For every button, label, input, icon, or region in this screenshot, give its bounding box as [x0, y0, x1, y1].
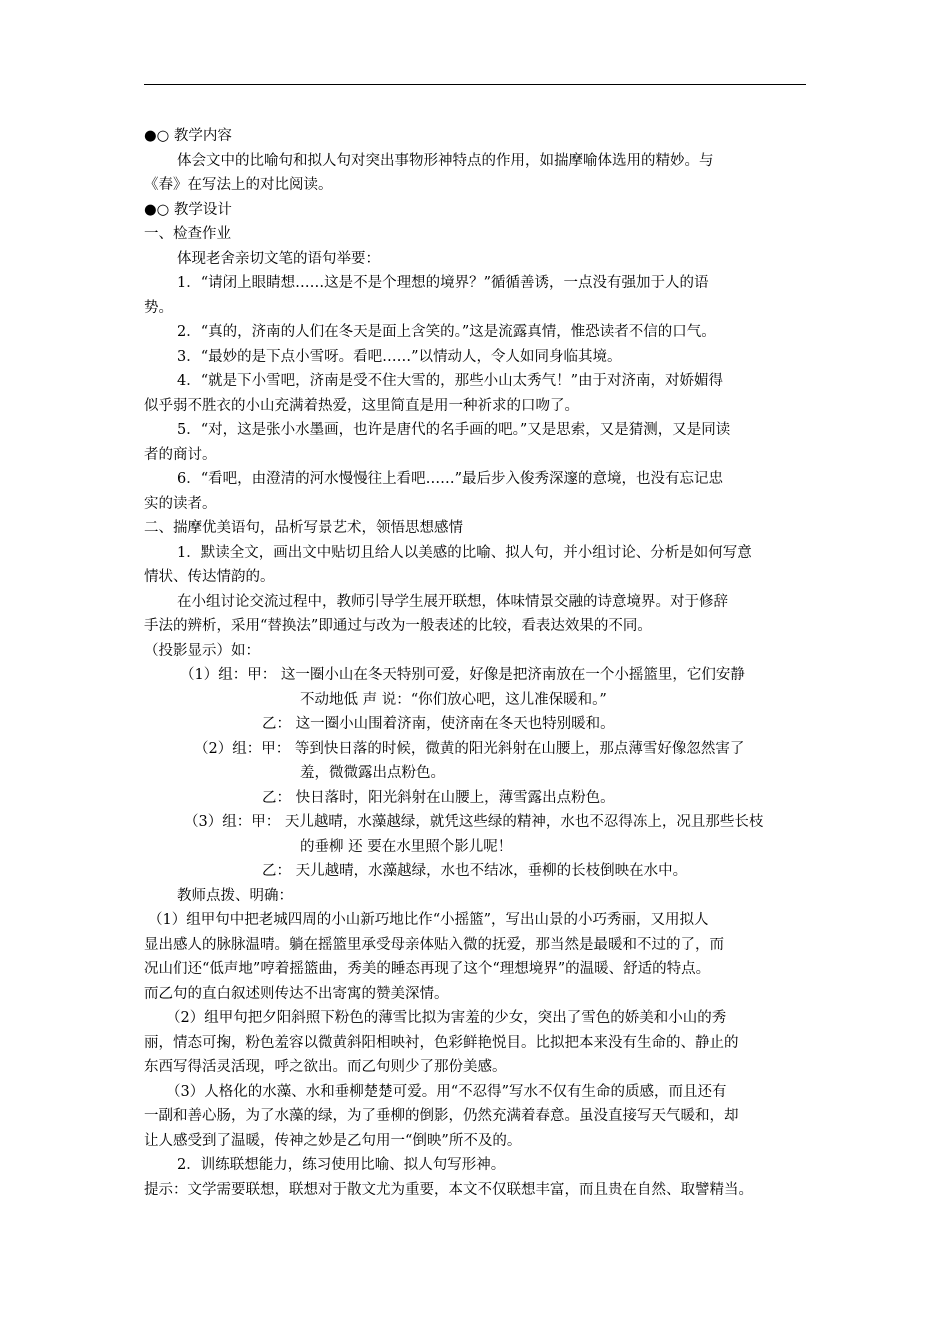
- text-line: 丽，情态可掬，粉色羞容以微黄斜阳相映衬，色彩鲜艳悦目。比拟把本来没有生命的、静止的: [144, 1034, 739, 1051]
- text-line: ●○ 教学设计: [144, 201, 232, 218]
- header-rule: [144, 84, 806, 85]
- text-line: 在小组讨论交流过程中，教师引导学生展开联想，体味情景交融的诗意境界。对于修辞: [177, 593, 728, 610]
- text-line: 2．“真的，济南的人们在冬天是面上含笑的。”这是流露真情，惟恐读者不信的口气。: [177, 324, 716, 340]
- text-line: 势。: [144, 299, 173, 316]
- text-line: 体会文中的比喻句和拟人句对突出事物形神特点的作用，如揣摩喻体选用的精妙。与: [177, 152, 714, 169]
- text-line: 的垂柳 还 要在水里照个影儿呢！: [300, 838, 513, 855]
- text-line: （2）组：甲： 等到快日落的时候，微黄的阳光斜射在山腰上，那点薄雪好像忽然害了: [194, 740, 745, 757]
- text-line: 教师点拨、明确：: [177, 887, 293, 904]
- text-line: 提示：文学需要联想，联想对于散文尤为重要，本文不仅联想丰富，而且贵在自然、取譬精当。: [144, 1181, 753, 1198]
- text-line: 羞，微微露出点粉色。: [300, 765, 445, 781]
- text-line: （3）人格化的水藻、水和垂柳楚楚可爱。用“不忍得”写水不仅有生命的质感，而且还有: [166, 1083, 727, 1100]
- text-line: （1）组：甲： 这一圈小山在冬天特别可爱，好像是把济南放在一个小摇篮里，它们安静: [180, 667, 745, 683]
- text-line: 体现老舍亲切文笔的语句举要：: [177, 250, 380, 267]
- text-line: 1．默读全文，画出文中贴切且给人以美感的比喻、拟人句，并小组讨论、分析是如何写意: [177, 544, 752, 561]
- text-line: 5．“对，这是张小水墨画，也许是唐代的名手画的吧。”又是思索，又是猜测，又是同读: [177, 422, 731, 438]
- text-line: 6．“看吧，由澄清的河水慢慢往上看吧……”最后步入俊秀深邃的意境，也没有忘记忠: [177, 471, 724, 487]
- text-line: 似乎弱不胜衣的小山充满着热爱，这里简直是用一种祈求的口吻了。: [144, 397, 579, 414]
- text-line: 乙： 天儿越晴，水藻越绿，水也不结冰，垂柳的长枝倒映在水中。: [262, 863, 688, 879]
- text-line: 乙： 快日落时，阳光斜射在山腰上，薄雪露出点粉色。: [262, 789, 615, 806]
- text-line: 《春》在写法上的对比阅读。: [144, 177, 333, 193]
- text-line: 2．训练联想能力，练习使用比喻、拟人句写形神。: [177, 1157, 506, 1173]
- text-line: 二、揣摩优美语句，品析写景艺术，领悟思想感情: [144, 520, 463, 536]
- text-line: 东西写得活灵活现，呼之欲出。而乙句则少了那份美感。: [144, 1059, 507, 1075]
- text-line: （1）组甲句中把老城四周的小山新巧地比作“小摇篮”，写出山景的小巧秀丽，又用拟人: [148, 912, 709, 928]
- text-line: 乙： 这一圈小山围着济南，使济南在冬天也特别暖和。: [262, 716, 615, 732]
- text-line: 3．“最妙的是下点小雪呀。看吧……”以情动人，令人如同身临其境。: [177, 348, 622, 365]
- text-line: 一副和善心肠，为了水藻的绿，为了垂柳的倒影，仍然充满着春意。虽没直接写天气暖和，却: [144, 1108, 739, 1124]
- text-line: （投影显示）如：: [144, 642, 260, 659]
- text-line: 况山们还“低声地”哼着摇篮曲，秀美的睡态再现了这个“理想境界”的温暖、舒适的特点。: [144, 961, 711, 977]
- text-line: 不动地低 声 说：“你们放心吧，这儿准保暖和。”: [300, 691, 607, 708]
- text-line: 者的商讨。: [144, 446, 217, 463]
- text-line: 手法的辨析，采用“替换法”即通过与改为一般表述的比较，看表达效果的不同。: [144, 618, 652, 634]
- text-line: 显出感人的脉脉温晴。躺在摇篮里承受母亲体贴入微的抚爱，那当然是最暖和不过的了，而: [144, 936, 724, 953]
- text-line: 而乙句的直白叙述则传达不出寄寓的赞美深情。: [144, 985, 449, 1002]
- text-line: 让人感受到了温暖，传神之妙是乙句用一“倒映”所不及的。: [144, 1132, 522, 1149]
- document-body: [144, 124, 824, 1202]
- text-line: 一、检查作业: [144, 226, 231, 242]
- text-line: 1．“请闭上眼睛想……这是不是个理想的境界？”循循善诱，一点没有强加于人的语: [177, 275, 709, 291]
- text-line: 实的读者。: [144, 495, 217, 512]
- text-line: ●○ 教学内容: [144, 128, 232, 144]
- text-line: （2）组甲句把夕阳斜照下粉色的薄雪比拟为害羞的少女，突出了雪色的娇美和小山的秀: [166, 1010, 727, 1026]
- text-line: 4．“就是下小雪吧，济南是受不住大雪的，那些小山太秀气！”由于对济南，对娇媚得: [177, 373, 724, 389]
- text-line: 情状、传达情韵的。: [144, 569, 275, 585]
- text-line: （3）组：甲： 天儿越晴，水藻越绿，就凭这些绿的精神，水也不忍得冻上，况且那些长枝: [184, 814, 764, 830]
